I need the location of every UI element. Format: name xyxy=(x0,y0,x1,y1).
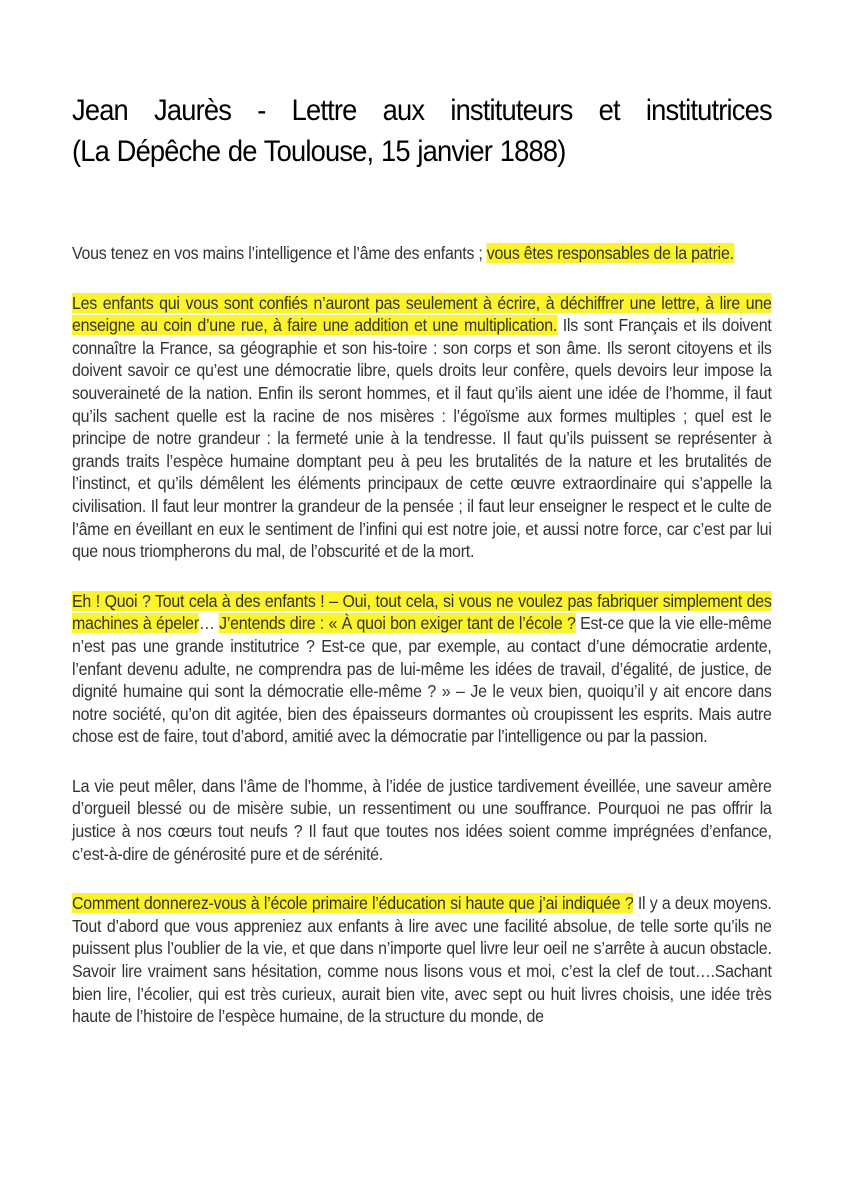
highlighted-text: Eh ! Quoi ? Tout cela à des enfants ! – Oui, tout cela, si vous ne voulez pas fabriquer simplement des machines à épeler xyxy=(72,590,772,634)
paragraph-5 xyxy=(72,892,772,1028)
highlighted-text: Comment donnerez-vous à l’école primaire l’éducation si haute que j’ai indiquée ? xyxy=(72,893,634,914)
paragraph-1 xyxy=(72,242,772,265)
text-segment: Il y a deux moyens. Tout d’abord que vous appreniez aux enfants à lire avec une facilité absolue, de telle sorte qu’ils ne puissent plus l’oublier de la vie, et que dans n’importe quel livre leur oeil ne s’arrête à aucun obstacle. Savoir lire vraiment sans hésitation, comme nous lisons vous et moi, c’est la clef de tout….Sachant bien lire, l’écolier, qui est très curieux, aurait bien vite, avec sept ou huit livres choisis, une idée très haute de l’histoire de l’espèce humaine, de la structure du monde, de xyxy=(72,893,772,1027)
paragraph-2 xyxy=(72,292,772,563)
paragraph-4 xyxy=(72,775,772,865)
text-segment: Ils sont Français et ils doivent connaître la France, sa géographie et son his-toire : son corps et son âme. Ils seront citoyens et ils doivent savoir ce qu’est une démocratie libre, quels droits leur confère, quels devoirs leur impose la souveraineté de la nation. Enfin ils seront hommes, et il faut qu’ils aient une idée de l’homme, il faut qu’ils sachent quelle est la racine de nos misères : l’égoïsme aux formes multiples ; quel est le principe de notre grandeur : la fermeté unie à la tendresse. Il faut qu’ils puissent se représenter à grands traits l’espèce humaine domptant peu à peu les brutalités de la nature et les brutalités de l’instinct, et qu’ils démêlent les éléments principaux de cette œuvre extraordinaire qui s’appelle la civilisation. Il faut leur montrer la grandeur de la pensée ; il faut leur enseigner le respect et le culte de l’âme en éveillant en eux le sentiment de l’infini qui est notre joie, et aussi notre force, car c’est par lui que nous triompherons du mal, de l’obscurité et de la mort. xyxy=(72,315,772,562)
highlighted-text: vous êtes responsables de la patrie. xyxy=(486,243,734,263)
highlighted-text: Les enfants qui vous sont confiés n’auront pas seulement à écrire, à déchiffrer une lettre, à lire une enseigne au coin d’une rue, à faire une addition et une multiplication. xyxy=(72,292,772,336)
document-body xyxy=(72,242,772,1055)
text-segment: … xyxy=(198,613,220,634)
highlighted-text: J’entends dire : « À quoi bon exiger tant de l’école ? xyxy=(219,613,576,634)
title-line-2: (La Dépêche de Toulouse, 15 janvier 1888) xyxy=(72,135,566,168)
document-title xyxy=(72,90,772,172)
title-line-1: Jean Jaurès - Lettre aux instituteurs et institutrices xyxy=(72,94,772,127)
text-segment: Est-ce que la vie elle-même n’est pas une grande institutrice ? Est-ce que, par exemple, au contact d’une démocratie ardente, l’enfant devenu adulte, ne comprendra pas de lui-même les idées de travail, d’égalité, de justice, de dignité humaine qui sont la démocratie elle-même ? » – Je le veux bien, quoiqu’il y ait encore dans notre société, qu’on dit agitée, bien des épaisseurs dormantes où croupissent les esprits. Mais autre chose est de faire, tout d’abord, amitié avec la démocratie par l’intelligence ou par la passion. xyxy=(72,613,772,747)
paragraph-3 xyxy=(72,590,772,748)
document-page xyxy=(72,0,772,1200)
text-segment: Vous tenez en vos mains l’intelligence et l’âme des enfants ; xyxy=(72,243,487,263)
text-segment: La vie peut mêler, dans l’âme de l’homme, à l’idée de justice tardivement éveillée, une saveur amère d’orgueil blessé ou de misère subie, un ressentiment ou une souffrance. Pourquoi ne pas offrir la justice à nos cœurs tout neufs ? Il faut que toutes nos idées soient comme imprégnées d’enfance, c’est-à-dire de générosité pure et de sérénité. xyxy=(72,775,772,864)
